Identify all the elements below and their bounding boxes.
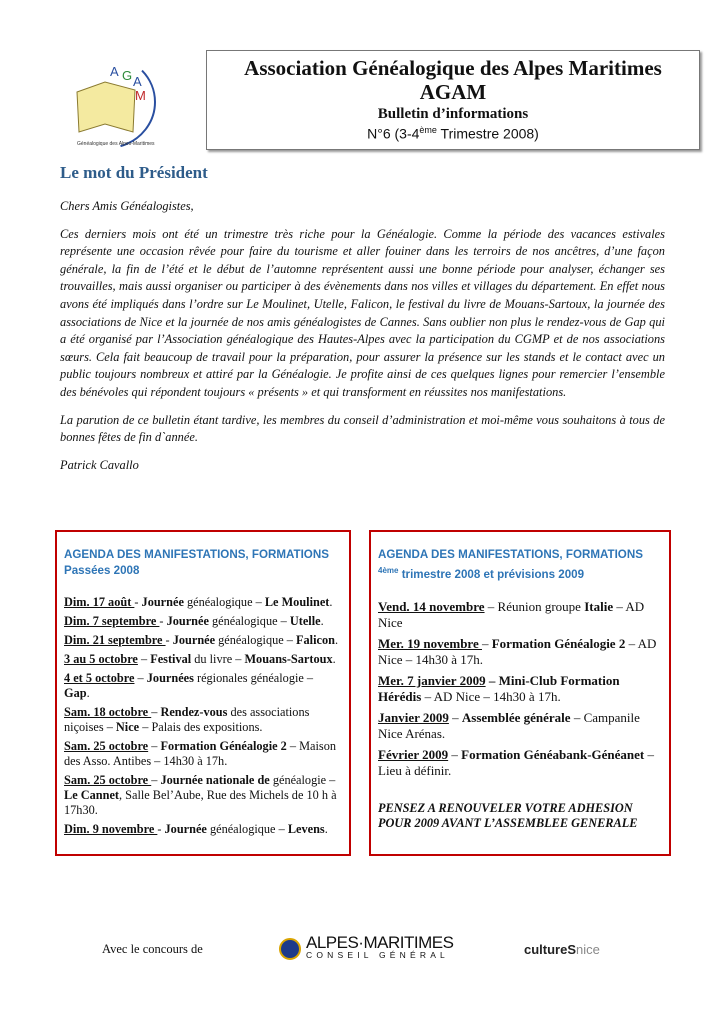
agenda-text: Journée xyxy=(164,822,207,836)
agenda-text: Utelle xyxy=(289,614,321,628)
agenda-text: Assemblée générale xyxy=(461,709,571,725)
agenda-text: du livre – xyxy=(191,652,245,666)
agenda-date: Sam. 25 octobre xyxy=(64,773,152,787)
agenda-text: . xyxy=(86,686,90,700)
agenda-future-box xyxy=(369,530,671,856)
title-line: AGENDA DES MANIFESTATIONS, FORMATIONS xyxy=(378,548,643,561)
letter-paragraph: La parution de ce bulletin étant tardive, les membres du conseil d’administration et moi-même vous souhaitons à tous de bonnes fêtes de fin d`année. xyxy=(60,412,665,445)
agenda-text: des associations niçoises – xyxy=(64,705,310,734)
agenda-text: . xyxy=(320,614,324,628)
svg-text:A: A xyxy=(133,74,142,89)
agenda-text: – Lieu à définir. xyxy=(378,746,654,778)
agenda-text: – Réunion groupe xyxy=(484,598,585,614)
agam-logo xyxy=(55,52,160,152)
agenda-text: généalogique – xyxy=(215,633,297,647)
sponsor-text: Avec le concours de xyxy=(102,942,203,956)
agenda-text: Nice xyxy=(115,720,140,734)
issue-number xyxy=(207,125,699,142)
agenda-text: Journée xyxy=(172,633,216,647)
agenda-text: – AD Nice xyxy=(378,598,645,630)
agenda-date: Dim. 21 septembre xyxy=(64,633,166,647)
agenda-past-title xyxy=(64,547,341,579)
agenda-text: Journée xyxy=(166,614,209,628)
agenda-item xyxy=(64,652,341,667)
svg-text:Généalogique des Alpes-Maritim: Généalogique des Alpes-Maritimes xyxy=(77,141,155,147)
logo-part1: cultureS xyxy=(524,942,577,957)
agenda-item xyxy=(64,595,341,610)
agenda-text: – xyxy=(481,635,492,651)
agenda-future-title xyxy=(378,547,661,583)
agenda-text: – xyxy=(148,739,161,753)
bulletin-subtitle: Bulletin d’informations xyxy=(377,106,529,122)
agenda-date: Dim. 17 août xyxy=(64,595,135,609)
agenda-text: Mouans-Sartoux xyxy=(244,652,333,666)
agenda-text: – Campanile Nice Arénas. xyxy=(378,709,640,741)
agenda-text: – xyxy=(134,671,147,685)
association-title: Association Généalogique des Alpes Maritimes xyxy=(244,56,662,80)
agenda-date: 3 au 5 octobre xyxy=(64,652,138,666)
agenda-text: . xyxy=(334,633,339,647)
agenda-past-box xyxy=(55,530,351,856)
agenda-text: – AD Nice – 14h30 à 17h. xyxy=(378,635,657,667)
subtitle-line: Passées 2008 xyxy=(64,564,140,577)
agenda-item xyxy=(64,705,341,735)
agenda-text: . xyxy=(324,822,328,836)
agenda-text: - xyxy=(157,822,165,836)
issue-pre: N°6 (3-4 xyxy=(367,125,420,142)
agenda-item xyxy=(64,671,341,701)
agenda-text: - xyxy=(159,614,167,628)
agenda-past-list xyxy=(64,595,341,837)
agenda-item xyxy=(378,710,661,742)
agenda-text: – Maison des Asso. Antibes – 14h30 à 17h. xyxy=(64,739,337,768)
agenda-date: Février 2009 xyxy=(378,746,449,762)
agenda-text: Journées xyxy=(146,671,194,685)
agenda-future-list xyxy=(378,599,661,779)
agenda-date: Vend. 14 novembre xyxy=(378,598,485,614)
agenda-text: généalogique – xyxy=(208,614,290,628)
agenda-text: – xyxy=(137,652,151,666)
issue-sup: ème xyxy=(419,125,437,135)
agenda-item xyxy=(64,773,341,818)
logo-line1: ALPES·MARITIMES xyxy=(306,933,454,952)
issue-post: Trimestre 2008) xyxy=(436,125,539,142)
agenda-text: - xyxy=(134,595,142,609)
agenda-item xyxy=(378,673,661,705)
agenda-item xyxy=(378,747,661,779)
president-letter xyxy=(60,198,665,484)
agenda-item xyxy=(64,739,341,769)
title-line: AGENDA DES MANIFESTATIONS, FORMATIONS xyxy=(64,548,329,561)
agenda-text: Formation Généalogie 2 xyxy=(491,635,626,651)
agenda-date: Mer. 7 janvier 2009 xyxy=(378,672,486,688)
agenda-text: - xyxy=(165,633,173,647)
culture-nice-logo xyxy=(524,942,600,957)
agenda-item xyxy=(64,822,341,837)
agenda-item xyxy=(378,599,661,631)
agenda-date: Dim. 9 novembre xyxy=(64,822,158,836)
agenda-text: généalogie – xyxy=(269,773,336,787)
svg-text:A: A xyxy=(110,64,119,79)
agenda-date: Sam. 25 octobre xyxy=(64,739,149,753)
agenda-text: – Palais des expositions. xyxy=(139,720,263,734)
agenda-text: Le Cannet xyxy=(64,788,119,802)
logo-line2: CONSEIL GÉNÉRAL xyxy=(306,950,449,960)
agenda-text: , Salle Bel’Aube, Rue des Michels de 10 h à 17h30. xyxy=(64,788,337,817)
agenda-text: Journée xyxy=(141,595,184,609)
greeting: Chers Amis Généalogistes, xyxy=(60,199,194,213)
agenda-text: Le Moulinet xyxy=(264,595,330,609)
agenda-text: Formation Généalogie 2 xyxy=(160,739,287,753)
agenda-text: Italie xyxy=(584,598,614,614)
alpes-maritimes-logo xyxy=(279,933,454,961)
agenda-text: Levens xyxy=(287,822,325,836)
agenda-text: – AD Nice – 14h30 à 17h. xyxy=(421,688,561,704)
agenda-text: régionales généalogie – xyxy=(193,671,314,685)
agenda-text: Formation Généabank-Généanet xyxy=(461,746,645,762)
agenda-text: – xyxy=(448,709,462,725)
logo-part2: nice xyxy=(576,942,600,957)
subtitle-sup: 4ème xyxy=(378,566,399,575)
membership-reminder: PENSEZ A RENOUVELER VOTRE ADHESION POUR 2009 AVANT L’ASSEMBLEE GENERALE xyxy=(378,800,638,830)
agenda-item xyxy=(378,636,661,668)
agenda-text: Journée nationale de xyxy=(160,773,270,787)
agenda-text: Festival xyxy=(150,652,192,666)
agenda-text: Falicon xyxy=(296,633,335,647)
alpes-maritimes-name xyxy=(306,933,454,961)
coat-of-arms-icon xyxy=(279,938,301,960)
svg-text:M: M xyxy=(135,88,146,103)
agenda-date: Dim. 7 septembre xyxy=(64,614,160,628)
agenda-date: 4 et 5 octobre xyxy=(64,671,135,685)
agenda-item xyxy=(64,614,341,629)
section-heading: Le mot du Président xyxy=(60,163,208,182)
agenda-item xyxy=(64,633,341,648)
agenda-text: – xyxy=(151,773,161,787)
agenda-text: . xyxy=(332,652,336,666)
agenda-text: – xyxy=(448,746,462,762)
letter-paragraph: Ces derniers mois ont été un trimestre très riche pour la Généalogie. Comme la période des vacances estivales représente une occasion rêvée pour faire du tourisme et aller fouiner dans les terroirs de nos ancêtres, d’une façon générale, la fin de l’été et le début de l’automne représentent aussi une bonne période pour analyser, échanger ses trouvailles, mais aussi organiser ou participer à des évènements dans nos villes et villages du département. En effet nous avons été impliqués dans l’ordre sur Le Moulinet, Utelle, Falicon, le festival du livre de Mouans-Sartoux, la journée des associations de Nice et la journée de nos amis généalogistes de Cannes. Sans oublier non plus le rendez-vous de Gap qui a été organisé par l’Association généalogique des Hautes-Alpes avec la participation du CGMP et de nos associations sœurs. Cela fait beaucoup de travail pour la préparation, pour assurer la présence sur les stands et le contact avec un public toujours nombreux et attiré par la Généalogie. Je profite ainsi de ces quelques lignes pour remercier l’ensemble des bénévoles qui répondent toujours « présents » et qui transforment en réussites nos manifestations. xyxy=(60,226,665,399)
agenda-text: – xyxy=(151,705,161,719)
agenda-date: Janvier 2009 xyxy=(378,709,449,725)
svg-text:G: G xyxy=(122,68,133,83)
agenda-date: Sam. 18 octobre xyxy=(64,705,152,719)
agenda-text: Gap xyxy=(64,686,87,700)
subtitle-line: trimestre 2008 et prévisions 2009 xyxy=(398,567,585,581)
header-box xyxy=(206,50,700,150)
agenda-text: . xyxy=(329,595,333,609)
agenda-text: généalogique – xyxy=(183,595,265,609)
association-acronym: AGAM xyxy=(419,80,487,104)
signature: Patrick Cavallo xyxy=(60,457,139,472)
agenda-date: Mer. 19 novembre xyxy=(378,635,482,651)
agenda-text: Rendez-vous xyxy=(160,705,228,719)
agenda-text: – Mini-Club Formation Hérédis xyxy=(378,672,620,704)
agenda-text: généalogique – xyxy=(206,822,288,836)
